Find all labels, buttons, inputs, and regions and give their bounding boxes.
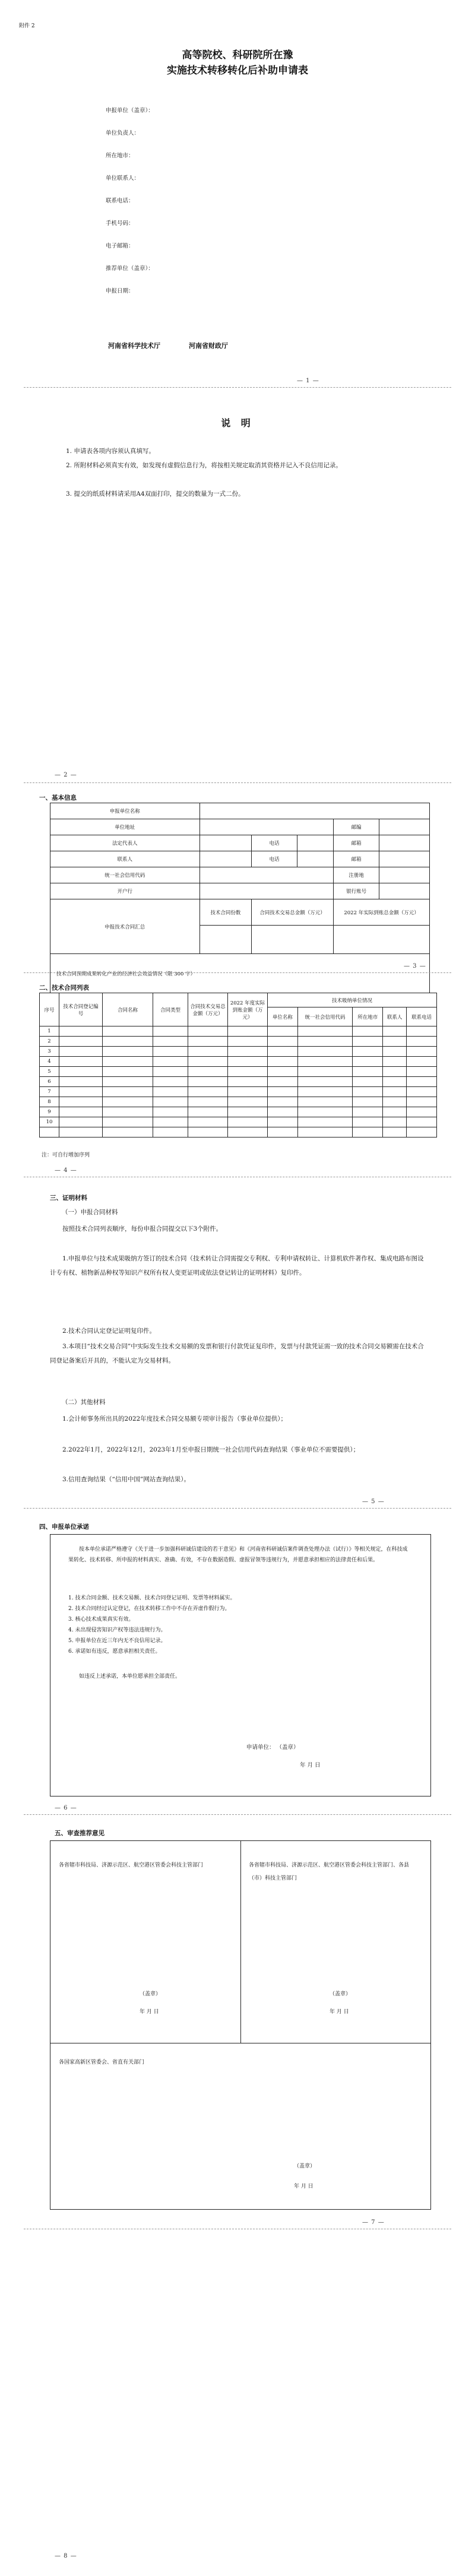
table-row xyxy=(40,1107,437,1117)
cover-title-line2: 实施技术转移转化后补助申请表 xyxy=(167,65,308,77)
row-index: 2 xyxy=(40,1037,59,1047)
label-account: 银行账号 xyxy=(334,883,379,899)
header-absorber-info: 技术吸纳单位情况 xyxy=(268,993,437,1007)
value-account xyxy=(379,883,430,899)
review-right-stamp: （盖章） xyxy=(330,1991,352,1997)
proof-para: 1.申报单位与技术成果吸纳方签订的技术合同（技术转让合同需提交专利权、专利申请权转让、计算机软件著作权、集成电路布图设计专有权、植物新品种权等知识产权所有权人变更证明或依法登记转让的证明材料）复印件。 xyxy=(50,1255,424,1276)
page-number: — 7 — xyxy=(362,2219,385,2226)
table-row xyxy=(40,1117,437,1127)
cover-fields xyxy=(106,100,367,303)
instruction-item: 1. 申请表各项内容须认真填写。 xyxy=(66,448,155,455)
table-row xyxy=(40,1067,437,1077)
table-row xyxy=(40,1047,437,1057)
header-contract-name: 合同名称 xyxy=(103,993,153,1026)
value-phone xyxy=(297,835,334,851)
label-actual-amount: 2022 年实际到账总金额（万元） xyxy=(334,899,430,926)
table-row xyxy=(40,1127,437,1138)
proof-para: 2.技术合同认定登记证明复印件。 xyxy=(62,1327,156,1335)
row-index: 10 xyxy=(40,1117,59,1127)
row-index: 6 xyxy=(40,1077,59,1087)
commitment-item: 4. 未出现侵害知识产权等违法违规行为。 xyxy=(68,1627,166,1633)
commitment-item: 5. 申报单位在近三年内无不良信用记录。 xyxy=(68,1638,166,1644)
page-number: — 6 — xyxy=(55,1805,77,1811)
label-contract-summary: 申报技术合同汇总 xyxy=(50,899,200,954)
label-unit-name: 申报单位名称 xyxy=(50,803,200,819)
review-left-stamp: （盖章） xyxy=(140,1991,162,1997)
review-left-text: 各省辖市科技局、济源示范区、航空港区管委会科技主管部门 xyxy=(59,1862,204,1868)
label-reg-capital: 注册地 xyxy=(334,867,379,883)
row-index: 9 xyxy=(40,1107,59,1117)
row-index: 7 xyxy=(40,1087,59,1097)
page-number: — 5 — xyxy=(362,1498,385,1505)
table-row xyxy=(40,1097,437,1107)
proof-para: 2.2022年1月，2022年12月，2023年1月至申报日期统一社会信用代码查询结果（事业单位不需要提供）； xyxy=(62,1446,360,1453)
value-zip xyxy=(379,819,430,835)
commitment-intro: 按本单位承诺严格遵守《关于进一步加强科研诚信建设的若干意见》和《河南省科研诚信案件调查处理办法（试行）》等相关规定，在科技成果转化、技术转移、所申报的材料真实、准确、有效，不存在数据造假、虚报冒领等违规行为，并愿意承担相应的法律责任和后果。 xyxy=(68,1547,408,1563)
review-right-text: 各省辖市科技局、济源示范区、航空港区管委会科技主管部门、各县（市）科技主管部门 xyxy=(249,1862,410,1881)
review-bottom-date: 年 月 日 xyxy=(294,2184,314,2190)
header-index: 序号 xyxy=(40,993,59,1026)
value-unit-name xyxy=(200,803,429,819)
table-row xyxy=(40,1087,437,1097)
table-row xyxy=(40,1077,437,1087)
page-divider xyxy=(24,1814,451,1815)
table-row xyxy=(40,1037,437,1047)
attachment-label: 附件 2 xyxy=(19,23,35,29)
value-address xyxy=(200,819,333,835)
label-contact-phone: 电话 xyxy=(252,851,297,867)
page-number: — 4 — xyxy=(55,1167,77,1174)
header-contact-phone: 联系电话 xyxy=(407,1007,437,1026)
proof-para: 1.会计师事务所出具的2022年度技术合同交易额专项审计报告（事业单位提供）； xyxy=(62,1415,287,1422)
label-contact-email: 邮箱 xyxy=(334,851,379,867)
page-divider xyxy=(24,387,451,388)
label-contract-amount: 合同技术交易总金额（万元） xyxy=(252,899,334,926)
review-right-date: 年 月 日 xyxy=(330,2009,349,2015)
proof-para: 按照技术合同列表顺序，每份申报合同提交以下3个附件。 xyxy=(62,1225,223,1232)
commitment-box xyxy=(50,1534,431,1796)
proof-sub2: （二）其他材料 xyxy=(62,1399,106,1406)
value-contract-count xyxy=(200,926,251,954)
commitment-item: 1. 技术合同金额、技术交易额、技术合同登记证明、发票等材料属实。 xyxy=(68,1595,236,1601)
cover-field: 推荐单位（盖章）： xyxy=(106,265,154,272)
value-reg-capital xyxy=(379,867,430,883)
row-index: 3 xyxy=(40,1047,59,1057)
review-left-date: 年 月 日 xyxy=(140,2009,159,2015)
label-benefit: 技术合同预期成果转化产业的经济社会效益情况（限 300 字） xyxy=(50,954,430,993)
cover-field: 申报日期： xyxy=(106,288,134,294)
commitment-item: 2. 技术合同经过认定登记，在技术转移工作中不存在弄虚作假行为。 xyxy=(68,1606,230,1612)
cover-field: 手机号码： xyxy=(106,220,134,227)
issuer-finance-dept: 河南省财政厅 xyxy=(189,342,228,350)
value-credit-code xyxy=(200,867,333,883)
value-bank xyxy=(200,883,333,899)
row-index: 4 xyxy=(40,1057,59,1067)
issuer-science-dept: 河南省科学技术厅 xyxy=(108,342,160,350)
commitment-item: 6. 承诺如有违反，愿意承担相关责任。 xyxy=(68,1649,161,1655)
cover-title-line1: 高等院校、科研院所在豫 xyxy=(182,49,293,61)
proof-para: 3.本项目“技术交易合同”中实际发生技术交易额的发票和银行付款凭证复印件，发票与付款凭证需一致的技术合同交易额需在技术合同登记备案后开具的，不能认定为交易材料。 xyxy=(50,1343,424,1364)
table-row xyxy=(40,1057,437,1067)
value-contact xyxy=(200,851,251,867)
label-contact: 联系人 xyxy=(50,851,200,867)
label-phone: 电话 xyxy=(252,835,297,851)
page-number: — 2 — xyxy=(55,772,77,778)
value-contract-amount xyxy=(252,926,334,954)
instructions-title: 说 明 xyxy=(221,417,254,429)
instruction-item: 2. 所附材料必须真实有效，如发现有虚假信息行为，将按相关规定取消其资格并记入不良信用记录。 xyxy=(66,462,342,469)
value-actual-amount xyxy=(334,926,430,954)
commitment-item: 3. 核心技术成果真实有效。 xyxy=(68,1617,134,1623)
page-number: — 1 — xyxy=(297,378,319,384)
value-email xyxy=(379,835,430,851)
label-address: 单位地址 xyxy=(50,819,200,835)
value-legal-rep xyxy=(200,835,251,851)
header-contract-type: 合同类型 xyxy=(153,993,188,1026)
review-column-divider xyxy=(240,1841,241,2043)
commitment-sign: 申请单位： （盖章） xyxy=(246,1744,299,1751)
header-credit-code: 统一社会信用代码 xyxy=(297,1007,353,1026)
basic-info-table xyxy=(50,803,430,993)
label-credit-code: 统一社会信用代码 xyxy=(50,867,200,883)
cover-field: 申报单位（盖章）： xyxy=(106,107,154,114)
header-unit-name: 单位名称 xyxy=(268,1007,298,1026)
proof-title: 三、证明材料 xyxy=(50,1194,87,1202)
table-row xyxy=(40,1026,437,1037)
label-legal-rep: 法定代表人 xyxy=(50,835,200,851)
value-contact-phone xyxy=(297,851,334,867)
header-city: 所在地市 xyxy=(353,1007,383,1026)
review-bottom-stamp: （盖章） xyxy=(294,2163,316,2169)
row-index: 8 xyxy=(40,1097,59,1107)
instruction-item: 3. 提交的纸质材料请采用A4双面打印，提交的数量为一式二份。 xyxy=(66,490,245,498)
label-contract-count: 技术合同份数 xyxy=(200,899,251,926)
label-zip: 邮编 xyxy=(334,819,379,835)
review-box xyxy=(50,1840,431,2210)
cover-field: 单位联系人： xyxy=(106,175,140,182)
review-bottom-text: 各国家高新区管委会、省直有关部门 xyxy=(59,2059,145,2065)
proof-sub1: （一）申报合同材料 xyxy=(62,1209,118,1216)
value-contact-email xyxy=(379,851,430,867)
page-divider xyxy=(24,1508,451,1509)
commitment-closing: 如违反上述承诺，本单位愿承担全部责任。 xyxy=(79,1674,181,1680)
table-note: 注：可自行增加序列 xyxy=(42,1152,90,1158)
header-reg-no: 技术合同登记编号 xyxy=(59,993,103,1026)
commitment-title: 四、申报单位承诺 xyxy=(39,1523,89,1531)
label-bank: 开户行 xyxy=(50,883,200,899)
row-index: 5 xyxy=(40,1067,59,1077)
row-index: 1 xyxy=(40,1026,59,1037)
page-divider xyxy=(24,972,451,973)
cover-field: 电子邮箱： xyxy=(106,243,134,249)
page-number: — 8 — xyxy=(55,2553,77,2559)
cover-field: 联系电话： xyxy=(106,198,134,204)
header-contact: 联系人 xyxy=(383,1007,407,1026)
review-title: 五、审查推荐意见 xyxy=(55,1830,104,1837)
contract-list-table xyxy=(39,993,437,1138)
cover-field: 所在地市： xyxy=(106,153,134,159)
header-actual-amount: 2022 年度实际到账金额（万元） xyxy=(228,993,268,1026)
proof-para: 3.信用查询结果（“信用中国”网站查询结果）。 xyxy=(62,1476,191,1483)
header-total-amount: 合同技术交易总金额（万元） xyxy=(188,993,228,1026)
page-divider xyxy=(24,782,451,783)
basic-info-title: 一、基本信息 xyxy=(39,794,77,801)
contract-list-title: 二、技术合同列表 xyxy=(39,984,89,991)
cover-field: 单位负责人： xyxy=(106,130,140,137)
page-number: — 3 — xyxy=(404,963,426,969)
commitment-date: 年 月 日 xyxy=(300,1762,321,1769)
commitment-items xyxy=(68,1593,413,1657)
label-email: 邮箱 xyxy=(334,835,379,851)
